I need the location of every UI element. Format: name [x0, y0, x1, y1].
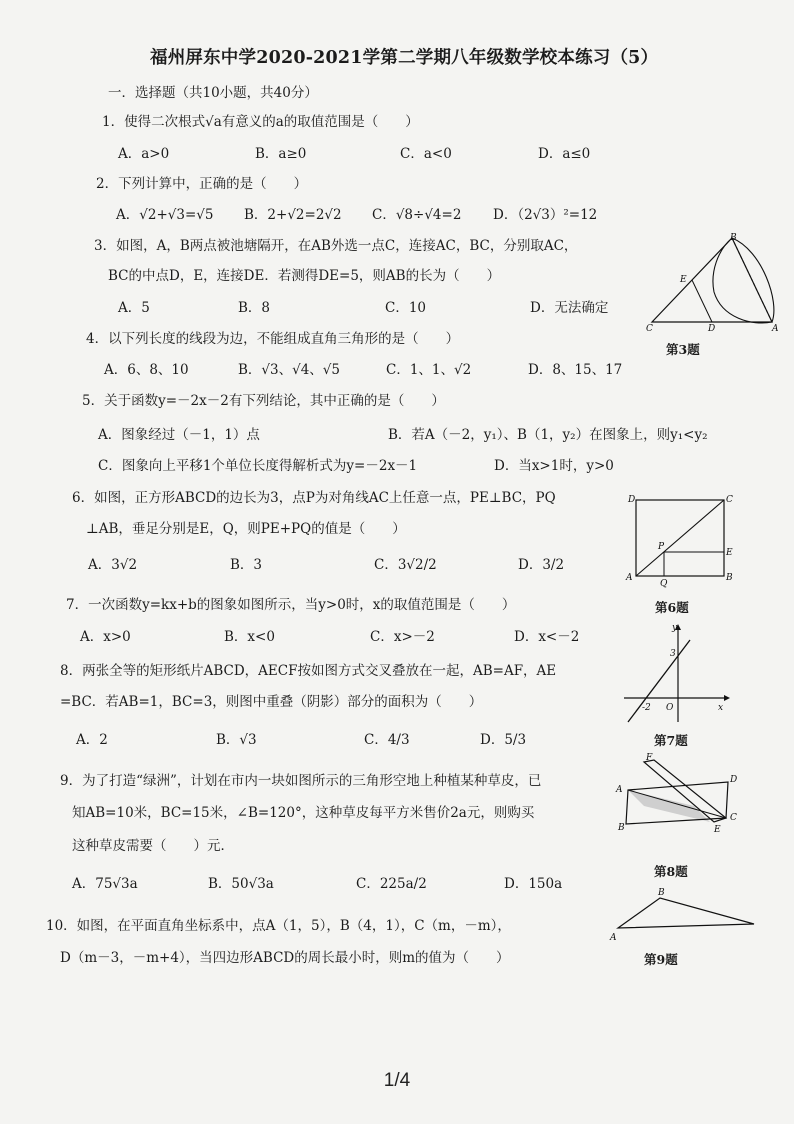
figure-7-caption: 第7题 — [654, 733, 688, 748]
question-3-option-c: C．10 — [385, 300, 427, 316]
question-8-option-c: C．4/3 — [364, 732, 410, 748]
question-4-option-b: B．√3、√4、√5 — [238, 362, 340, 378]
question-2-option-a: A．√2+√3=√5 — [116, 207, 214, 223]
figure-3-diagram — [640, 232, 780, 338]
question-6-option-b: B．3 — [230, 557, 263, 573]
figure-8-caption: 第8题 — [654, 864, 688, 879]
question-1-option-d: D．a≤0 — [538, 146, 591, 162]
question-10-stem-line-1: 10．如图，在平面直角坐标系中，点A（1，5），B（4，1），C（m，－m）， — [46, 918, 511, 934]
question-8-stem-line-2: =BC．若AB=1，BC=3，则图中重叠（阴影）部分的面积为（ ） — [60, 694, 483, 710]
page-title: 福州屏东中学2020-2021学第二学期八年级数学校本练习（5） — [150, 48, 659, 68]
figure-7-label-neg2: -2 — [642, 703, 651, 713]
question-8-stem-line-1: 8．两张全等的矩形纸片ABCD，AECF按如图方式交叉叠放在一起，AB=AF，AE — [60, 663, 557, 679]
question-5-option-b: B．若A（－2，y₁）、B（1，y₂）在图象上，则y₁<y₂ — [388, 427, 708, 443]
question-6-option-c: C．3√2/2 — [374, 557, 437, 573]
figure-8-label-c: C — [730, 813, 737, 823]
question-6-stem-line-2: ⊥AB，垂足分别是E，Q，则PE+PQ的值是（ ） — [86, 521, 406, 537]
figure-6-caption: 第6题 — [655, 600, 689, 615]
question-3-stem-line-2: BC的中点D，E，连接DE．若测得DE=5，则AB的长为（ ） — [108, 268, 501, 284]
figure-9-label-b: B — [658, 888, 665, 898]
question-1-stem: 1．使得二次根式√a有意义的a的取值范围是（ ） — [102, 114, 419, 130]
figure-9-label-a: A — [610, 933, 617, 943]
page-number: 1/4 — [383, 1070, 411, 1091]
question-6-option-d: D．3/2 — [518, 557, 565, 573]
question-9-option-d: D．150a — [504, 876, 563, 892]
figure-6-label-d: D — [628, 495, 636, 505]
question-3-option-a: A．5 — [118, 300, 150, 316]
question-7-stem: 7．一次函数y=kx+b的图象如图所示，当y>0时，x的取值范围是（ ） — [66, 597, 516, 613]
question-2-stem: 2．下列计算中，正确的是（ ） — [96, 176, 308, 192]
question-8-option-d: D．5/3 — [480, 732, 527, 748]
figure-3-label-d: D — [708, 324, 716, 334]
figure-6-label-q: Q — [660, 579, 668, 588]
question-9-option-a: A．75√3a — [72, 876, 138, 892]
question-1-option-c: C．a<0 — [400, 146, 452, 162]
question-8-option-b: B．√3 — [216, 732, 257, 748]
figure-3-label-b: B — [730, 233, 737, 243]
figure-3-label-e: E — [680, 275, 687, 285]
question-6-stem-line-1: 6．如图，正方形ABCD的边长为3，点P为对角线AC上任意一点，PE⊥BC，PQ — [72, 490, 556, 506]
question-6-option-a: A．3√2 — [88, 557, 138, 573]
question-7-option-d: D．x<－2 — [514, 629, 580, 645]
figure-6-label-c: C — [726, 495, 733, 505]
question-10-stem-line-2: D（m－3，－m+4），当四边形ABCD的周长最小时，则m的值为（ ） — [60, 950, 510, 966]
figure-7-label-origin: O — [666, 703, 674, 713]
question-7-option-b: B．x<0 — [224, 629, 275, 645]
question-9-stem-line-2: 知AB=10米，BC=15米，∠B=120°，这种草皮每平方米售价2a元，则购买 — [72, 805, 535, 821]
question-7-option-a: A．x>0 — [80, 629, 131, 645]
figure-6-label-a: A — [626, 573, 633, 583]
figure-8-diagram — [614, 752, 746, 852]
figure-7-label-x: x — [718, 703, 724, 713]
figure-7-label-3: 3 — [670, 649, 676, 659]
figure-9-caption: 第9题 — [644, 952, 678, 967]
figure-8-label-a: A — [616, 785, 623, 795]
question-9-option-c: C．225a/2 — [356, 876, 427, 892]
figure-3-caption: 第3题 — [666, 342, 700, 357]
figure-7-label-y: y — [672, 623, 678, 633]
figure-7-diagram — [620, 622, 732, 726]
question-3-stem-line-1: 3．如图，A，B两点被池塘隔开，在AB外选一点C，连接AC，BC，分别取AC， — [94, 238, 578, 254]
figure-6-label-e: E — [726, 548, 733, 558]
figure-8-label-e: E — [714, 825, 721, 835]
figure-6-diagram — [624, 492, 736, 588]
figure-8-label-b: B — [618, 823, 625, 833]
question-8-option-a: A．2 — [76, 732, 108, 748]
question-4-option-a: A．6、8、10 — [104, 362, 189, 378]
section-heading: 一．选择题（共10小题，共40分） — [108, 85, 318, 101]
question-9-stem-line-1: 9．为了打造“绿洲”，计划在市内一块如图所示的三角形空地上种植某种草皮，已 — [60, 773, 542, 789]
figure-3-label-a: A — [772, 324, 779, 334]
figure-6-label-b: B — [726, 573, 733, 583]
question-7-option-c: C．x>－2 — [370, 629, 435, 645]
question-3-option-b: B．8 — [238, 300, 271, 316]
question-9-option-b: B．50√3a — [208, 876, 274, 892]
question-2-option-d: D．（2√3）²=12 — [493, 207, 598, 223]
question-4-option-c: C．1、1、√2 — [386, 362, 472, 378]
question-3-option-d: D．无法确定 — [530, 300, 609, 316]
question-4-option-d: D．8、15、17 — [528, 362, 623, 378]
question-2-option-b: B．2+√2=2√2 — [244, 207, 342, 223]
question-1-option-b: B．a≥0 — [255, 146, 307, 162]
figure-3-label-c: C — [646, 324, 653, 334]
question-5-option-a: A．图象经过（－1，1）点 — [98, 427, 260, 443]
figure-8-label-d: D — [730, 775, 738, 785]
question-4-stem: 4．以下列长度的线段为边，不能组成直角三角形的是（ ） — [86, 331, 460, 347]
question-9-stem-line-3: 这种草皮需要（ ）元． — [72, 838, 234, 854]
figure-8-label-f: F — [646, 753, 653, 763]
figure-6-label-p: P — [658, 542, 665, 552]
question-1-option-a: A．a>0 — [118, 146, 170, 162]
question-2-option-c: C．√8÷√4=2 — [372, 207, 462, 223]
figure-9-diagram — [608, 884, 758, 944]
question-5-option-c: C．图象向上平移1个单位长度得解析式为y=－2x－1 — [98, 458, 418, 474]
question-5-stem: 5．关于函数y=－2x－2有下列结论，其中正确的是（ ） — [82, 393, 445, 409]
question-5-option-d: D．当x>1时，y>0 — [494, 458, 614, 474]
